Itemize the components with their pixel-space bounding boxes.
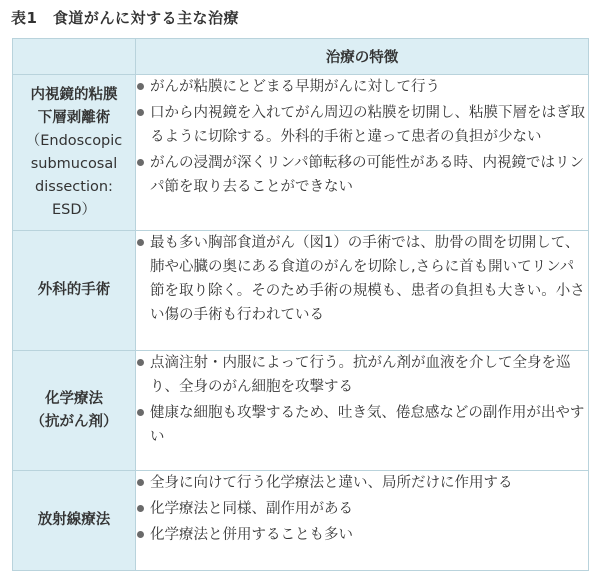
bullet-icon — [137, 531, 144, 538]
bullet-icon — [137, 109, 144, 116]
bullet-icon — [137, 505, 144, 512]
treatment-table — [12, 38, 589, 571]
table-row — [13, 471, 589, 571]
treatment-features — [136, 231, 589, 351]
table-caption: 表1 食道がんに対する主な治療 — [11, 9, 239, 27]
bullet-icon — [137, 359, 144, 366]
treatment-name: 放射線療法 — [13, 471, 136, 571]
treatment-features — [136, 471, 589, 571]
list-item: 健康な細胞も攻撃するため、吐き気、倦怠感などの副作用が出やすい — [136, 401, 588, 449]
treatment-name: 化学療法 （抗がん剤） — [13, 351, 136, 471]
bullet-icon — [137, 159, 144, 166]
treatment-name: 外科的手術 — [13, 231, 136, 351]
bullet-icon — [137, 479, 144, 486]
header-blank-cell — [13, 39, 136, 75]
table-header-row — [13, 39, 589, 75]
list-item: 最も多い胸部食道がん（図1）の手術では、肋骨の間を切開して、肺や心臓の奥にある食道のがんを切除し,さらに首も開いてリンパ節を取り除く。そのため手術の規模も、患者の負担も大きい。小さい傷の手術も行われている — [136, 231, 588, 327]
treatment-name: 内視鏡的粘膜 下層剥離術 （Endoscopic submucosal dissection: ESD） — [13, 75, 136, 231]
bullet-icon — [137, 83, 144, 90]
treatment-features — [136, 351, 589, 471]
list-item: 点滴注射・内服によって行う。抗がん剤が血液を介して全身を巡り、全身のがん細胞を攻撃する — [136, 351, 588, 399]
list-item: 口から内視鏡を入れてがん周辺の粘膜を切開し、粘膜下層をはぎ取るように切除する。外科的手術と違って患者の負担が少ない — [136, 101, 588, 149]
list-item: 全身に向けて行う化学療法と違い、局所だけに作用する — [136, 471, 588, 495]
list-item: 化学療法と同様、副作用がある — [136, 497, 588, 521]
list-item: がんが粘膜にとどまる早期がんに対して行う — [136, 75, 588, 99]
table-row — [13, 351, 589, 471]
table-row — [13, 75, 589, 231]
bullet-icon — [137, 409, 144, 416]
bullet-icon — [137, 239, 144, 246]
table-row — [13, 231, 589, 351]
list-item: がんの浸潤が深くリンパ節転移の可能性がある時、内視鏡ではリンパ節を取り去ることができない — [136, 151, 588, 199]
header-features: 治療の特徴 — [136, 39, 589, 75]
list-item: 化学療法と併用することも多い — [136, 523, 588, 547]
treatment-features — [136, 75, 589, 231]
